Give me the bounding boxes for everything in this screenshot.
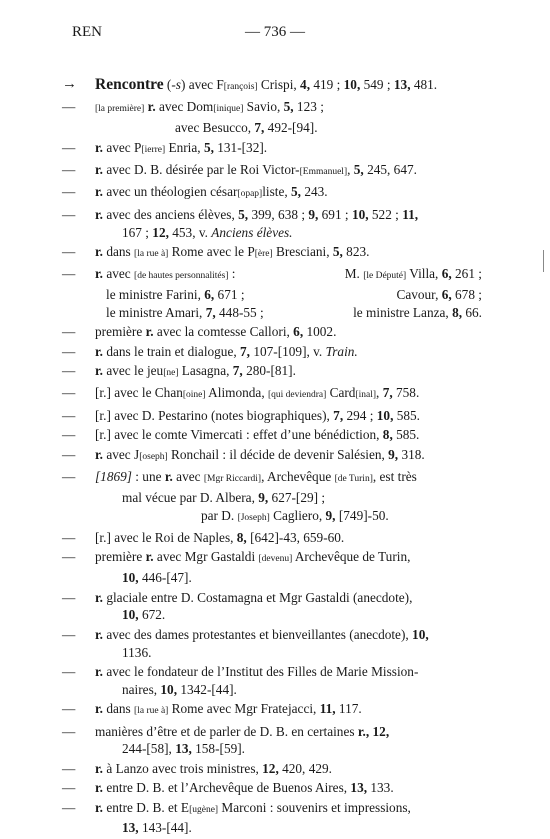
index-subentry: — r. avec P[ierre] Enria, 5, 131-[32]. <box>62 139 268 155</box>
index-subentry: — r. avec J[oseph] Ronchail : il décide de devenir Salésien, 9, 318. <box>62 446 425 462</box>
running-header: REN <box>72 24 102 40</box>
page-number: — 736 — <box>245 24 305 40</box>
index-subentry: — [la première] r. avec Dom[inique] Savio, 5, 123 ; avec Besucco, 7, 492-[94]. <box>62 99 324 136</box>
index-subentry: — r. glaciale entre D. Costamagna et Mgr Gastaldi (anecdote), 10, 672. <box>62 589 413 623</box>
index-subentry: — [r.] avec D. Pestarino (notes biographiques), 7, 294 ; 10, 585. <box>62 407 420 423</box>
index-subentry: — r. avec le fondateur de l’Institut des Filles de Marie Mission- naires, 10, 1342-[44]. <box>62 663 419 697</box>
index-subentry: — r. dans [la rue à] Rome avec Mgr Fratejacci, 11, 117. <box>62 701 362 717</box>
index-subentry: — r. entre D. B. et l’Archevêque de Buenos Aires, 13, 133. <box>62 780 394 796</box>
headword: Rencontre <box>95 76 164 93</box>
index-entries <box>62 76 482 839</box>
index-subentry: — r. avec des dames protestantes et bienveillantes (anecdote), 10, 1136. <box>62 626 429 660</box>
index-subentry: — r. avec un théologien césar[opap]liste, 5, 243. <box>62 184 328 200</box>
index-entry-headword: → Rencontre (-s) avec F[rançois] Crispi, 4, 419 ; 10, 549 ; 13, 481. <box>62 76 438 93</box>
index-subentry: — [r.] avec le Chan[oine] Alimonda, [qui deviendra] Card[inal], 7, 758. <box>62 385 420 401</box>
margin-mark <box>543 250 544 272</box>
index-subentry: — r. avec le jeu[ne] Lasagna, 7, 280-[81]. <box>62 363 296 379</box>
index-subentry: — première r. avec la comtesse Callori, 6, 1002. <box>62 324 337 340</box>
index-subentry: — r. avec [de hautes personnalités] : M. [le Député] Villa, 6, 261 ; le ministre Farini, 6, 671 ; Cavour, 6, 678 ; le ministre Amari, 7, 448-55 ; le ministre Lanza, 8, 66. <box>62 266 482 320</box>
index-subentry: — [1869] : une r. avec [Mgr Riccardi], Archevêque [de Turin], est très mal vécue par D. Albera, 9, 627-[29] ; par D. [Joseph] Cagliero, 9, [749]-50. <box>62 469 417 523</box>
index-subentry: — r. dans [la rue à] Rome avec le P[ère] Bresciani, 5, 823. <box>62 243 370 259</box>
index-subentry: — r. entre D. B. et E[ugène] Marconi : souvenirs et impressions, 13, 143-[44]. <box>62 799 411 836</box>
index-subentry: — manières d’être et de parler de D. B. en certaines r., 12, 244-[58], 13, 158-[59]. <box>62 723 390 757</box>
index-subentry: — r. à Lanzo avec trois ministres, 12, 420, 429. <box>62 760 332 776</box>
index-subentry: — [r.] avec le comte Vimercati : effet d’une bénédiction, 8, 585. <box>62 427 420 443</box>
index-subentry: — r. avec D. B. désirée par le Roi Victor-[Emmanuel], 5, 245, 647. <box>62 161 417 177</box>
index-subentry: — r. dans le train et dialogue, 7, 107-[109], v. Train. <box>62 343 358 359</box>
index-subentry: — première r. avec Mgr Gastaldi [devenu] Archevêque de Turin, 10, 446-[47]. <box>62 549 411 586</box>
index-subentry: — [r.] avec le Roi de Naples, 8, [642]-43, 659-60. <box>62 530 345 546</box>
index-subentry: — r. avec des anciens élèves, 5, 399, 638 ; 9, 691 ; 10, 522 ; 11, 167 ; 12, 453, v. Anciens élèves. <box>62 206 419 240</box>
arrow-icon: → <box>62 76 77 92</box>
